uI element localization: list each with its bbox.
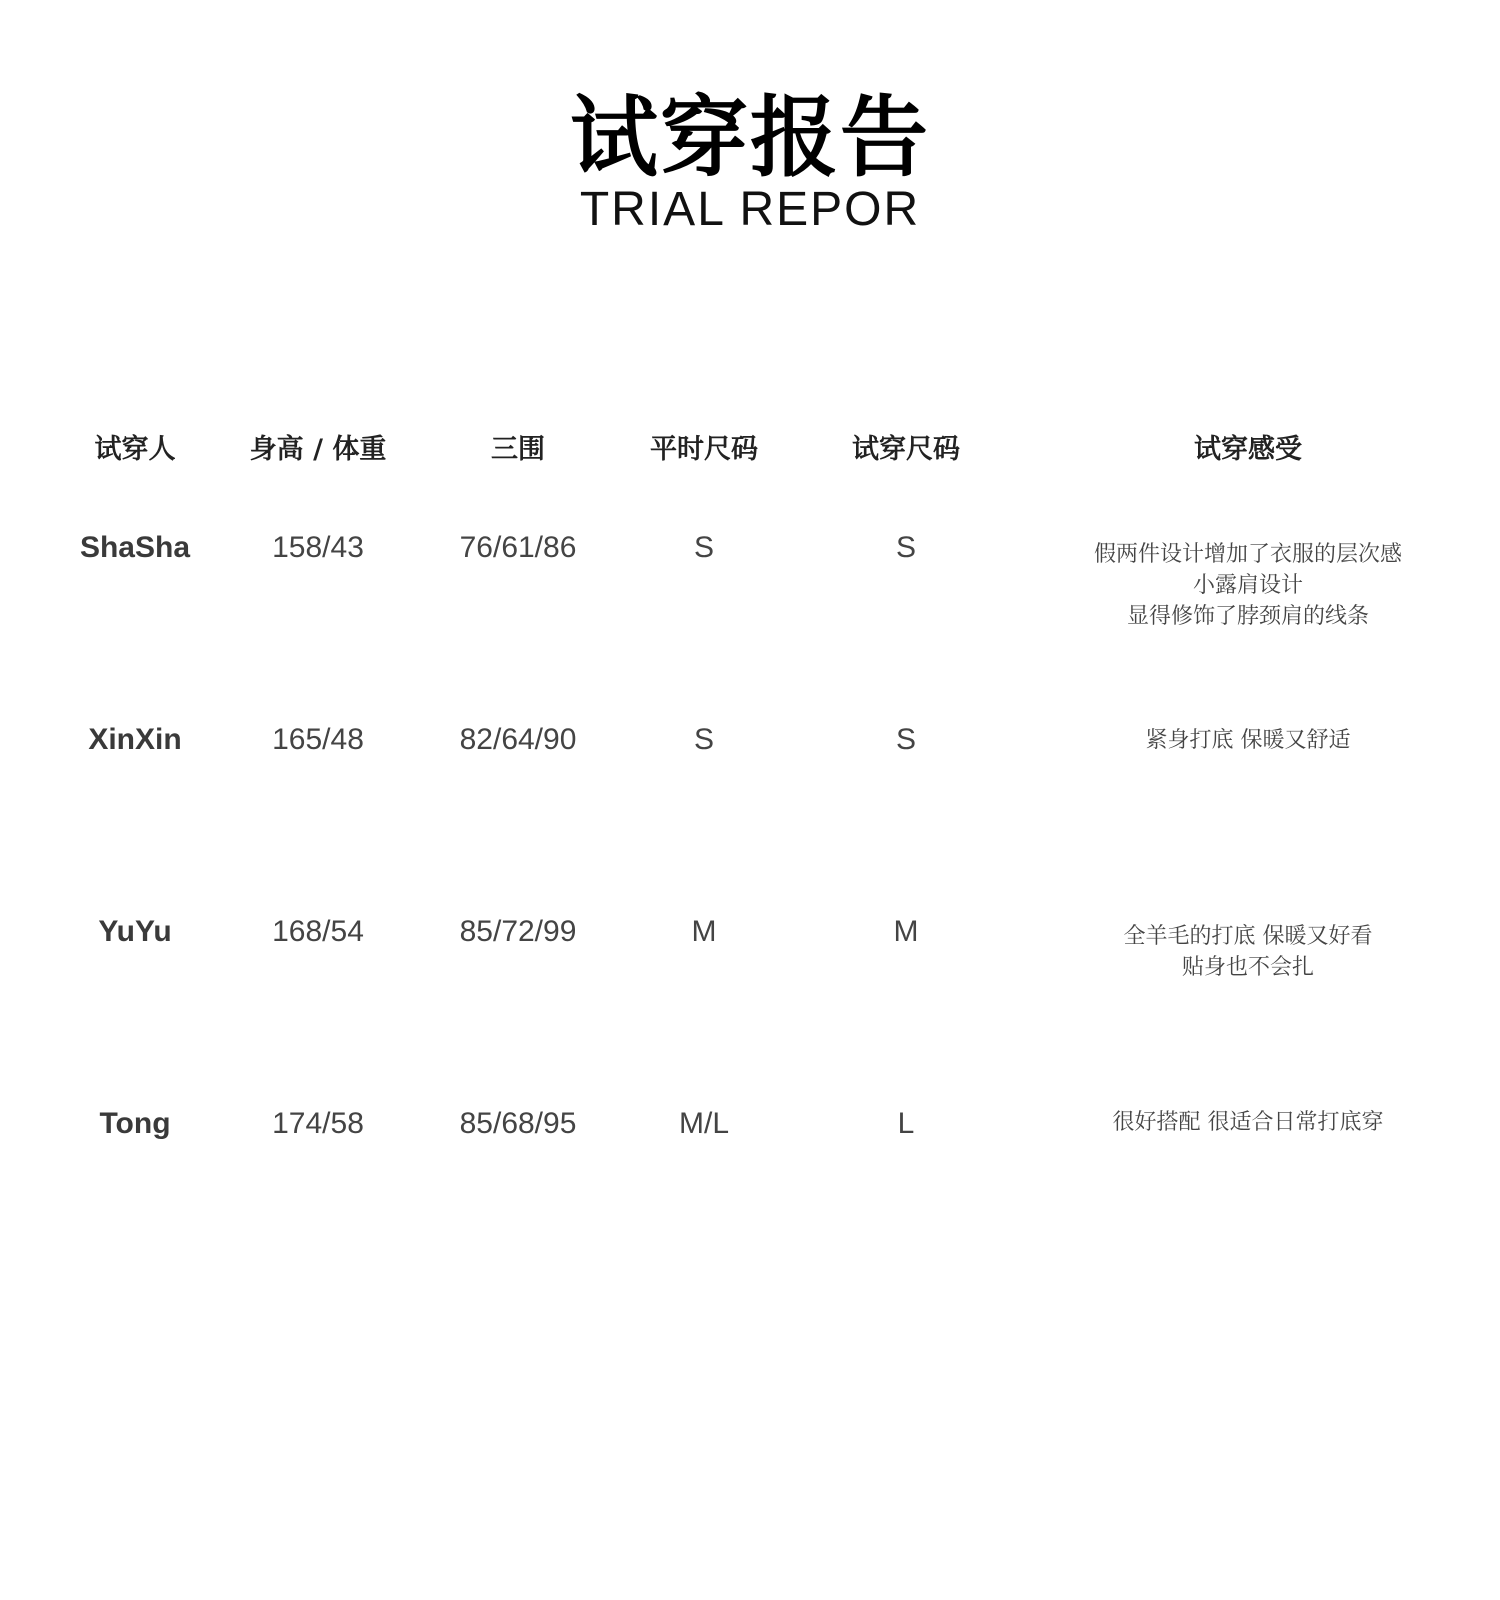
header-measurements: 三围	[491, 434, 545, 465]
row-4-measurements: 85/68/95	[459, 1107, 577, 1140]
row-3-usual-size: M	[691, 915, 717, 948]
row-1-trial-size: S	[895, 531, 917, 564]
row-2-height-weight: 165/48	[272, 723, 364, 756]
row-3-feedback-line: 贴身也不会扎	[1181, 955, 1314, 980]
header-feedback: 试穿感受	[1194, 434, 1302, 465]
row-2-trial-size: S	[895, 723, 917, 756]
row-3-feedback	[1124, 921, 1373, 983]
row-2-usual-size: S	[693, 723, 715, 756]
row-2-feedback	[1146, 725, 1351, 756]
row-1-height-weight: 158/43	[272, 531, 364, 564]
row-1-measurements: 76/61/86	[459, 531, 577, 564]
row-3-height-weight: 168/54	[272, 915, 364, 948]
row-4-height-weight: 174/58	[272, 1107, 364, 1140]
row-1-name: ShaSha	[79, 531, 191, 564]
row-2-feedback-line: 紧身打底 保暖又舒适	[1145, 728, 1351, 753]
row-3-feedback-line: 全羊毛的打底 保暖又好看	[1123, 924, 1373, 949]
header-height-weight: 身高 / 体重	[249, 434, 387, 465]
page-title: 试穿报告	[569, 86, 930, 189]
row-1-feedback-line: 假两件设计增加了衣服的层次感	[1093, 542, 1403, 567]
row-3-measurements: 85/72/99	[459, 915, 577, 948]
header-trial-size: 试穿尺码	[852, 434, 960, 465]
row-4-name: Tong	[99, 1107, 171, 1140]
row-4-feedback	[1113, 1107, 1384, 1138]
row-1-usual-size: S	[693, 531, 715, 564]
row-4-trial-size: L	[897, 1107, 915, 1140]
page-subtitle: TRIAL REPOR	[579, 183, 921, 236]
row-3-trial-size: M	[893, 915, 919, 948]
row-2-name: XinXin	[88, 723, 182, 756]
header-tester: 试穿人	[94, 434, 176, 465]
row-4-feedback-line: 很好搭配 很适合日常打底穿	[1112, 1110, 1384, 1135]
row-1-feedback-line: 小露肩设计	[1192, 573, 1304, 598]
header-usual-size: 平时尺码	[650, 434, 758, 465]
row-4-usual-size: M/L	[678, 1107, 730, 1140]
row-1-feedback-line: 显得修饰了脖颈肩的线条	[1126, 604, 1370, 629]
row-1-feedback	[1094, 539, 1402, 632]
row-3-name: YuYu	[98, 915, 172, 948]
row-2-measurements: 82/64/90	[459, 723, 577, 756]
